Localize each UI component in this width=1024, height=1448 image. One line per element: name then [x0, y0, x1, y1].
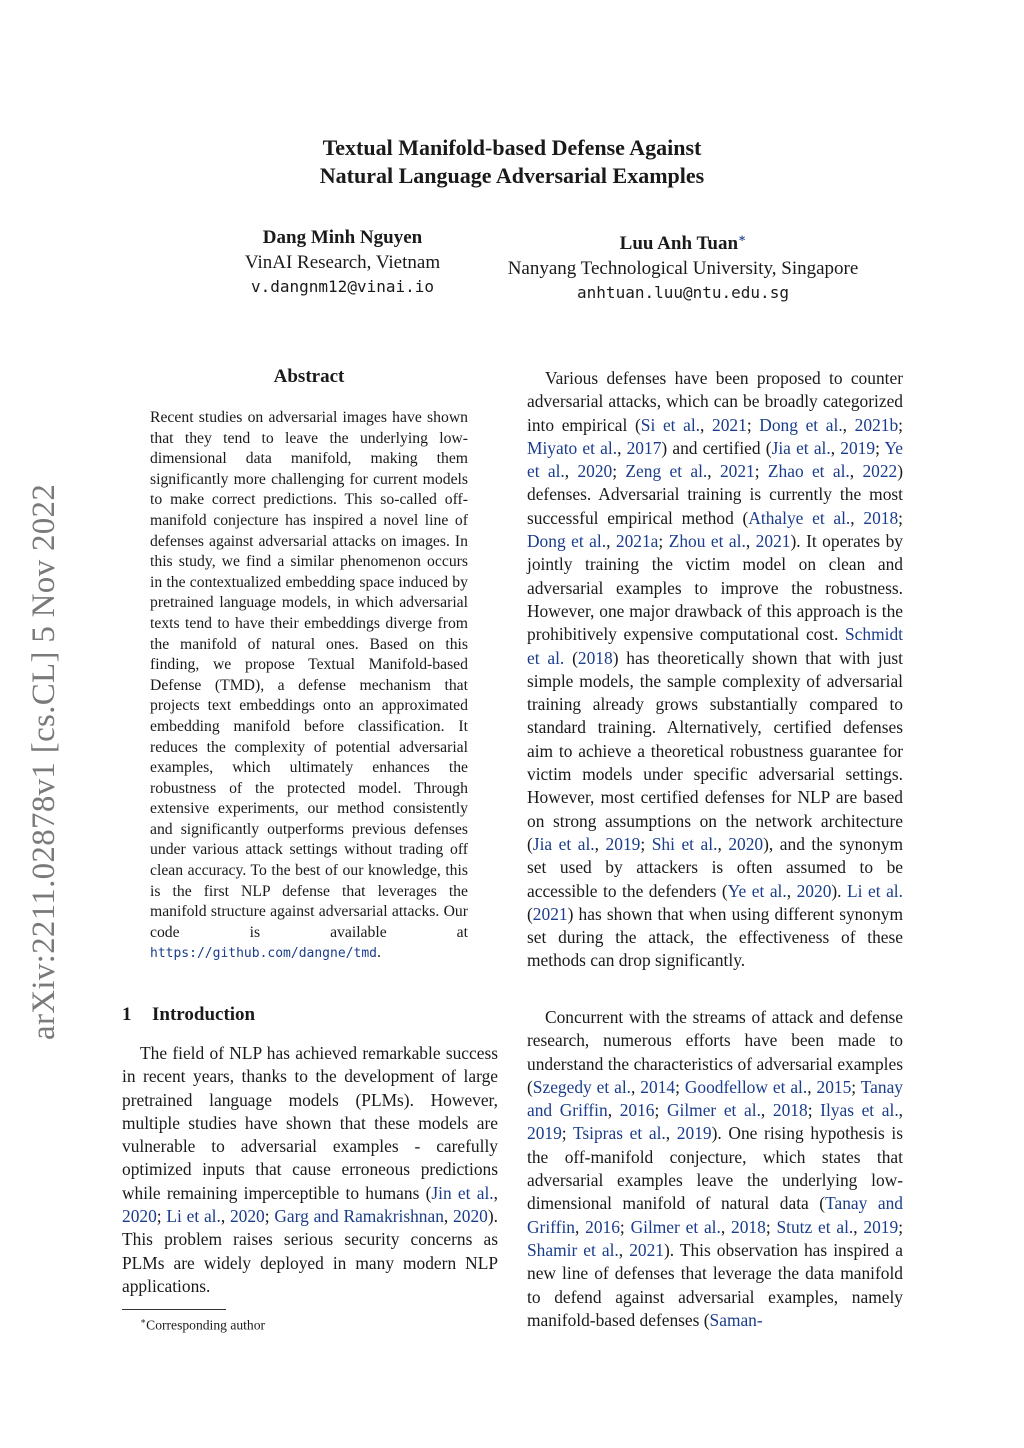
citation-link[interactable]: 2020 [453, 1206, 488, 1227]
abstract-text: Recent studies on adversarial images have shown that they tend to leave the underlying low-dimensional data manifold, making them significantly more challenging for current models to make correct predictions. This so-called off-manifold conjecture has inspired a novel line of defenses against adversarial attacks on images. In this study, we find a similar phenomenon occurs in the contextualized embedding space induced by pretrained language models, in which adversarial texts tend to have their embeddings diverge from the manifold of natural ones. Based on this finding, we propose Textual Manifold-based Defense (TMD), a defense mechanism that projects text embeddings onto an approximated embedding manifold before classification. It reduces the complexity of potential adversarial examples, which ultimately enhances the robustness of the protected model. Through extensive experiments, our method consistently and significantly outperforms previous defenses under various attack settings without trading off clean accuracy. To the best of our knowledge, this is the first NLP defense that leverages the manifold structure against adversarial attacks. Our code is available at [150, 409, 468, 941]
citation-link[interactable]: 2021 [712, 414, 747, 435]
citation-link[interactable]: 2019 [676, 1123, 712, 1144]
citation-link[interactable]: 2014 [640, 1076, 676, 1097]
text-run: , [618, 1239, 630, 1260]
citation-link[interactable]: Szegedy et al. [532, 1076, 632, 1097]
text-run: , [707, 461, 720, 482]
text-run: ; [898, 414, 903, 435]
text-run: ; [658, 531, 669, 552]
paragraph-text [122, 1042, 498, 1298]
text-run: ; [898, 507, 904, 528]
citation-link[interactable]: 2016 [619, 1100, 655, 1121]
author-block-2 [480, 226, 886, 306]
citation-link[interactable]: Schmidt et al. [527, 624, 903, 668]
text-run: , [606, 531, 616, 552]
citation-link[interactable]: Gilmer et al. [630, 1216, 721, 1237]
citation-link[interactable]: Ye et al. [727, 880, 787, 901]
citation-link[interactable]: Tsipras et al. [572, 1123, 666, 1144]
section-heading [122, 1004, 255, 1026]
text-run: , [850, 507, 864, 528]
citation-link[interactable]: Zhou et al. [668, 531, 746, 552]
footnote-rule [122, 1309, 226, 1310]
text-run: , [665, 1123, 677, 1144]
citation-link[interactable]: Goodfellow et al. [684, 1076, 808, 1097]
text-run: ; [875, 437, 885, 458]
paragraph-text [527, 367, 903, 973]
citation-link[interactable]: Li et al. [166, 1206, 221, 1227]
text-run: ). This problem raises serious security concerns as PLMs are widely deployed in many modern NLP applications. [122, 1206, 498, 1296]
text-run: ; [264, 1206, 275, 1227]
title-line-2: Natural Language Adversarial Examples [319, 163, 705, 188]
citation-link[interactable]: 2018 [772, 1100, 808, 1121]
text-run: , [220, 1206, 230, 1227]
citation-link[interactable]: 2021b [854, 414, 899, 435]
text-run: , [564, 461, 578, 482]
text-run: ; [765, 1216, 777, 1237]
text-run: ; [746, 414, 760, 435]
citation-link[interactable]: 2020 [229, 1206, 265, 1227]
defenses-paragraph [527, 367, 903, 973]
author-affiliation: Nanyang Technological University, Singapore [507, 257, 859, 279]
text-run: ) has shown that when using different synonym set during the attack, the effectiveness of these methods can drop significantly. [527, 903, 903, 971]
citation-link[interactable]: Shamir et al. [527, 1239, 619, 1260]
citation-link[interactable]: 2020 [122, 1206, 157, 1227]
text-run: , [745, 531, 756, 552]
abstract-heading: Abstract [273, 366, 345, 387]
citation-link[interactable]: Gilmer et al. [666, 1100, 761, 1121]
paper-title [0, 134, 1024, 190]
author-affiliation: VinAI Research, Vietnam [244, 251, 441, 273]
code-link[interactable]: https://github.com/dangne/tmd [150, 946, 377, 962]
text-run: ; [561, 1123, 573, 1144]
citation-link[interactable]: Jia et al. [532, 833, 595, 854]
citation-link[interactable]: 2021 [532, 903, 568, 924]
citation-link[interactable]: Jia et al. [771, 437, 831, 458]
citation-link[interactable]: Shi et al. [651, 833, 718, 854]
citation-link[interactable]: 2018 [577, 647, 613, 668]
text-run: ; [612, 461, 626, 482]
footnote [140, 1313, 265, 1334]
text-run: , [574, 1216, 586, 1237]
text-run: Concurrent with the streams of attack and defense research, numerous efforts have been made to understand the characteristics of adversarial examples ( [527, 1007, 903, 1097]
text-run: The field of NLP has achieved remarkable success in recent years, thanks to the development of large pretrained language models (PLMs). However, multiple studies have shown that these models are vulnerable to adversarial examples - carefully optimized inputs that cause erroneous predictions while remaining imperceptible to humans ( [122, 1043, 498, 1203]
citation-link[interactable]: 2018 [863, 507, 899, 528]
text-run: , [443, 1206, 454, 1227]
text-run: , [493, 1182, 498, 1203]
citation-link[interactable]: Zeng et al. [625, 461, 708, 482]
citation-link[interactable]: Stutz et al. [776, 1216, 854, 1237]
text-run: , [849, 461, 863, 482]
citation-link[interactable]: 2020 [796, 880, 832, 901]
citation-link[interactable]: 2019 [840, 437, 876, 458]
intro-paragraph [122, 1042, 498, 1298]
text-run: ; [807, 1100, 821, 1121]
text-run: ) defenses. Adversarial training is currently the most successful empirical method ( [527, 461, 904, 528]
section-number: 1 [122, 1004, 132, 1025]
text-run: ; [898, 1216, 904, 1237]
author-block-1 [220, 226, 465, 300]
text-run: , [830, 437, 841, 458]
text-run: ; [619, 1216, 631, 1237]
text-run: ). One rising hypothesis is the off-manifold conjecture, which states that adversarial examples leave the underlying low-dimensional manifold of natural data ( [527, 1123, 903, 1214]
citation-link[interactable]: Li et al. [847, 880, 903, 901]
text-run: , [631, 1076, 641, 1097]
citation-link[interactable]: Ye et al. [527, 437, 903, 482]
text-run: , [700, 414, 713, 435]
manifold-paragraph [527, 1006, 903, 1332]
text-run: ). It operates by jointly training the victim model on clean and adversarial examples to improve the robustness. However, one major drawback of this approach is the prohibitively expensive computational cost. [527, 531, 903, 645]
citation-link[interactable]: 2016 [585, 1216, 620, 1237]
text-run: ), and the synonym set used by attackers is often assumed to be accessible to the defenders ( [527, 833, 903, 901]
text-run: , [594, 833, 606, 854]
footnote-text: Corresponding author [146, 1317, 266, 1333]
citation-link[interactable]: 2019 [863, 1216, 899, 1237]
text-run: , [786, 880, 797, 901]
citation-link[interactable]: 2021a [615, 531, 659, 552]
author-name-text: Luu Anh Tuan [619, 233, 739, 254]
citation-link[interactable]: 2021 [719, 461, 755, 482]
text-run: ; [654, 1100, 667, 1121]
author-name: Dang Minh Nguyen [262, 227, 423, 248]
citation-link[interactable]: 2015 [816, 1076, 852, 1097]
text-run: ). This observation has inspired a new line of defenses that leverage the data manifold to defend against adversarial examples, namely manifold-based defenses ( [527, 1239, 903, 1330]
section-title: Introduction [152, 1004, 256, 1025]
citation-link[interactable]: 2021 [629, 1239, 664, 1260]
citation-link[interactable]: Tanay and Griffin [527, 1193, 903, 1237]
text-run: ; [851, 1076, 861, 1097]
citation-link[interactable]: Ilyas et al. [820, 1100, 899, 1121]
text-run: , [898, 1100, 904, 1121]
paragraph-text [527, 1006, 903, 1332]
citation-link[interactable]: Athalye et al. [748, 507, 851, 528]
citation-link[interactable]: Zhao et al. [767, 461, 850, 482]
citation-link[interactable]: 2020 [728, 833, 764, 854]
title-line-1: Textual Manifold-based Defense Against [322, 135, 702, 160]
text-run: , [617, 437, 627, 458]
corresponding-author-mark[interactable]: ∗ [738, 231, 747, 245]
citation-link[interactable]: Jin et al. [431, 1182, 494, 1203]
abstract-end: . [376, 944, 381, 962]
citation-link[interactable]: Tanay and Griffin [527, 1076, 903, 1121]
citation-link[interactable]: 2018 [731, 1216, 766, 1237]
author-name [480, 226, 886, 257]
citation-link[interactable]: 2019 [527, 1123, 562, 1144]
citation-link[interactable]: 2019 [605, 833, 641, 854]
text-run: ; [156, 1206, 167, 1227]
text-run: , [853, 1216, 864, 1237]
citation-link[interactable]: Dong et al. [759, 414, 843, 435]
text-run: ( [527, 903, 533, 924]
text-run: , [720, 1216, 732, 1237]
abstract-body [150, 408, 468, 965]
text-run: Various defenses have been proposed to counter adversarial attacks, which can be broadly categorized into empirical ( [527, 368, 903, 435]
text-run: ; [640, 833, 652, 854]
arxiv-stamp: arXiv:2211.02878v1 [cs.CL] 5 Nov 2022 [26, 483, 62, 1040]
citation-link[interactable]: Miyato et al. [527, 437, 618, 458]
citation-link[interactable]: Si et al. [640, 414, 701, 435]
citation-link[interactable]: 2017 [626, 437, 662, 458]
citation-link[interactable]: Dong et al. [527, 531, 607, 552]
author-email[interactable]: v.dangnm12@vinai.io [250, 277, 435, 296]
citation-link[interactable]: 2021 [755, 531, 791, 552]
text-run: ) has theoretically shown that with just simple models, the sample complexity of adversarial training already grows substantially compared to standard training. Alternatively, certified defenses aim to achieve a theoretical robustness guarantee for victim models under specific adversarial settings. However, most certified defenses for NLP are based on strong assumptions on the network architecture ( [527, 647, 904, 854]
citation-link[interactable]: Garg and Ramakrishnan [274, 1206, 444, 1227]
text-run: , [807, 1076, 817, 1097]
citation-link[interactable]: 2022 [862, 461, 898, 482]
text-run: ) and certified ( [661, 437, 772, 458]
text-run: ). [831, 880, 848, 901]
text-run: , [607, 1100, 620, 1121]
author-email[interactable]: anhtuan.luu@ntu.edu.sg [577, 283, 789, 302]
text-run: , [842, 414, 855, 435]
text-run: , [760, 1100, 773, 1121]
text-run: ; [675, 1076, 685, 1097]
footnote-mark: ∗ [140, 1316, 147, 1326]
text-run: ( [564, 647, 578, 668]
citation-link[interactable]: 2020 [577, 461, 613, 482]
text-run: , [717, 833, 729, 854]
text-run: ; [754, 461, 768, 482]
citation-link[interactable]: Saman- [709, 1309, 763, 1330]
